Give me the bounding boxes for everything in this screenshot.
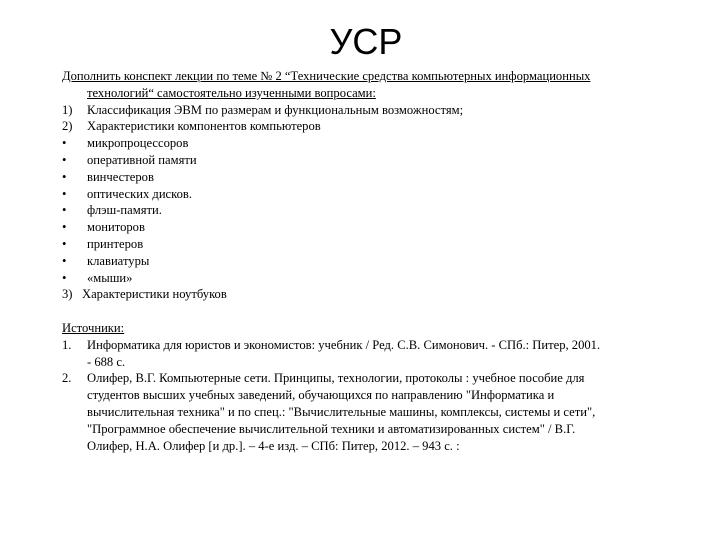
source-line: Олифер, Н.А. Олифер [и др.]. – 4-е изд. – СПб: Питер, 2012. – 943 с. : bbox=[87, 438, 460, 453]
bullet-item bbox=[62, 219, 682, 236]
bullet-text: оперативной памяти bbox=[87, 152, 197, 167]
source-number: 2. bbox=[62, 371, 72, 386]
numbered-text: Характеристики компонентов компьютеров bbox=[87, 119, 321, 134]
source-item-2 bbox=[62, 370, 682, 454]
source-line: студентов высших учебных заведений, обучающихся по направлению "Информатика и bbox=[87, 388, 555, 403]
bullet-item bbox=[62, 253, 682, 270]
source-number: 1. bbox=[62, 337, 72, 352]
source-line: "Программное обеспечение вычислительной техники и автоматизированных систем" / В.Г. bbox=[87, 421, 576, 436]
bullet-icon: • bbox=[62, 152, 67, 167]
numbered-marker: 1) bbox=[62, 102, 73, 117]
source-line: - 688 с. bbox=[87, 354, 126, 369]
bullet-text: клавиатуры bbox=[87, 253, 150, 268]
bullet-item bbox=[62, 169, 682, 186]
slide-content bbox=[62, 68, 682, 454]
bullet-item bbox=[62, 236, 682, 253]
numbered-marker: 3) bbox=[62, 287, 73, 302]
source-line: Олифер, В.Г. Компьютерные сети. Принципы, технологии, протоколы : учебное пособие для bbox=[87, 371, 585, 386]
numbered-item-3 bbox=[62, 286, 682, 303]
bullet-item bbox=[62, 270, 682, 287]
numbered-marker: 2) bbox=[62, 119, 73, 134]
numbered-text: Классификация ЭВМ по размерам и функциональным возможностям; bbox=[87, 102, 464, 117]
bullet-icon: • bbox=[62, 270, 67, 285]
bullet-text: винчестеров bbox=[87, 169, 154, 184]
intro-line-2: технологий“ самостоятельно изученными вопросами: bbox=[87, 85, 376, 100]
source-line: Информатика для юристов и экономистов: учебник / Ред. С.В. Симонович. - СПб.: Питер, 2001. bbox=[87, 337, 601, 352]
bullet-icon: • bbox=[62, 203, 67, 218]
bullet-icon: • bbox=[62, 220, 67, 235]
bullet-text: принтеров bbox=[87, 236, 144, 251]
bullet-item bbox=[62, 186, 682, 203]
sources-heading: Источники: bbox=[62, 320, 125, 335]
bullet-icon: • bbox=[62, 169, 67, 184]
spacer bbox=[62, 303, 682, 320]
bullet-icon: • bbox=[62, 186, 67, 201]
numbered-text: Характеристики ноутбуков bbox=[82, 287, 227, 302]
bullet-item bbox=[62, 152, 682, 169]
source-item-1 bbox=[62, 337, 682, 371]
bullet-item bbox=[62, 135, 682, 152]
bullet-icon: • bbox=[62, 136, 67, 151]
numbered-item-1 bbox=[62, 102, 682, 119]
numbered-item-2 bbox=[62, 118, 682, 135]
bullet-text: микропроцессоров bbox=[87, 136, 189, 151]
bullet-text: флэш-памяти. bbox=[87, 203, 162, 218]
bullet-text: оптических дисков. bbox=[87, 186, 193, 201]
bullet-text: мониторов bbox=[87, 220, 145, 235]
intro-line-1: Дополнить конспект лекции по теме № 2 “Технические средства компьютерных информационных bbox=[62, 69, 591, 83]
slide-title: УСР bbox=[329, 21, 403, 62]
bullet-icon: • bbox=[62, 236, 67, 251]
bullet-text: «мыши» bbox=[87, 270, 133, 285]
source-line: вычислительная техника" и по спец.: "Вычислительные машины, комплексы, системы и сети", bbox=[87, 404, 596, 419]
bullet-icon: • bbox=[62, 253, 67, 268]
bullet-item bbox=[62, 202, 682, 219]
